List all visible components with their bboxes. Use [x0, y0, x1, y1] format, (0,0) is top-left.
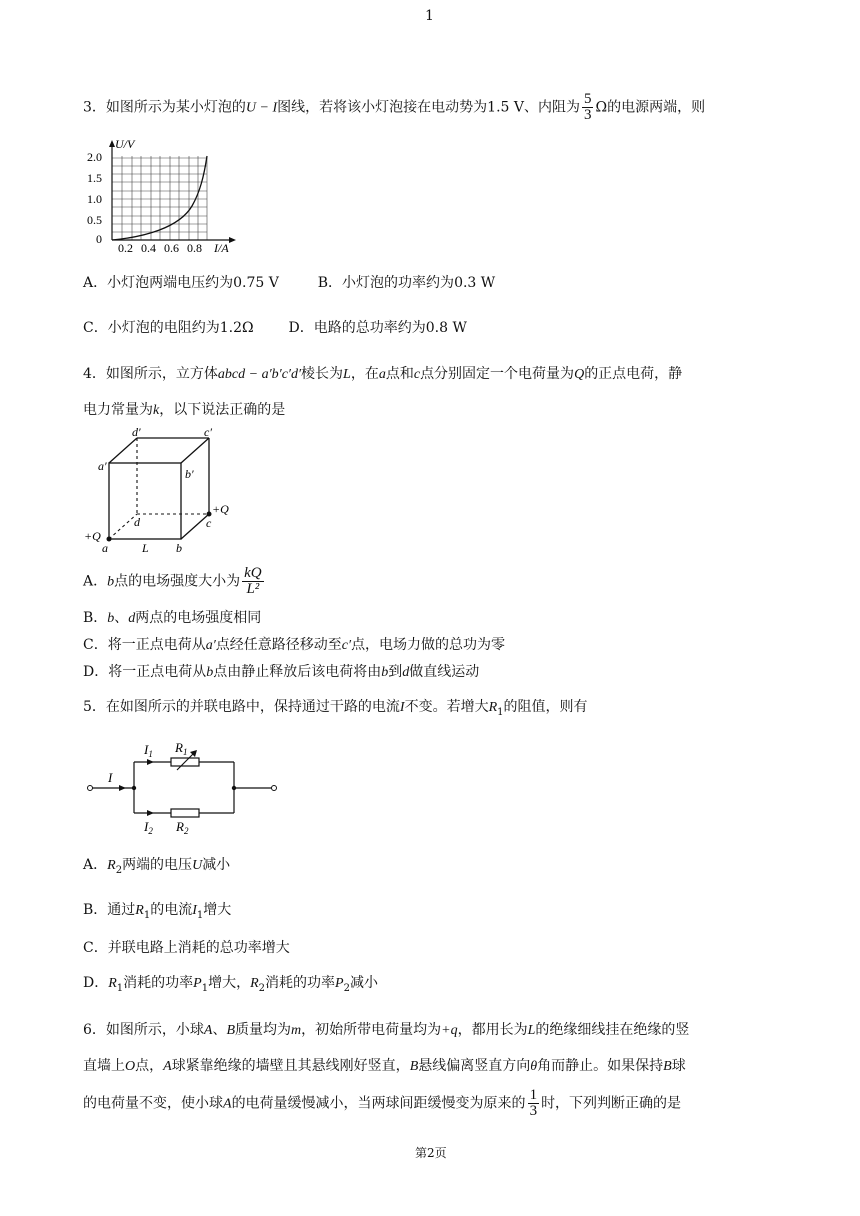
q5-var-p-sub: 1 — [201, 982, 209, 994]
q4-text: 点和 — [385, 366, 414, 382]
q3-r-den: 3 — [583, 107, 592, 123]
q5-var-r-sub: 1 — [497, 706, 504, 718]
page-footer: 第2页 — [415, 1146, 447, 1160]
q5-var-r-sub: 1 — [116, 982, 124, 994]
q5-option-d-label: D． — [83, 975, 109, 991]
q6-text: 角而静止。如果保持 — [537, 1058, 664, 1074]
q4-label-c-prime: c′ — [204, 428, 212, 439]
q5-label-i2-main: I — [144, 819, 149, 834]
q5-option-d-text: 增大， — [208, 975, 251, 991]
q3-ui-graph — [84, 136, 244, 256]
q5-text: 不变。若增大 — [404, 699, 489, 715]
q5-option-a-text: 减小 — [202, 857, 231, 873]
q5-option-b — [83, 900, 231, 926]
q4-label-l: L — [142, 541, 149, 555]
q5-label-r1-main: R — [175, 740, 183, 755]
q6-text: 、 — [212, 1022, 227, 1038]
q6-text: 质量均为 — [235, 1022, 292, 1038]
q3-ui: U − I — [245, 100, 278, 116]
q4-text: ，在 — [350, 366, 379, 382]
q4-var-a-prime: a′ — [205, 638, 216, 653]
q4-frac-num: kQ — [244, 565, 262, 581]
q3-x-axis-label: I/A — [214, 241, 229, 255]
q6-frac-num: 1 — [529, 1087, 538, 1103]
q6-var-l: L — [527, 1023, 536, 1038]
q3-x-tick: 0.6 — [164, 241, 179, 255]
q4-option-c-text: C．将一正点电荷从 — [83, 637, 206, 653]
q5-text: 5．在如图所示的并联电路中，保持通过干路的电流 — [83, 699, 400, 715]
q4-label-a: a — [102, 541, 108, 555]
q6-text: 时，下列判断正确的是 — [541, 1095, 682, 1112]
q4-cube-figure — [84, 428, 244, 556]
q3-graph-grid — [112, 156, 207, 240]
q4-var-q: Q — [574, 367, 585, 382]
q3-r-unit: Ω — [595, 99, 608, 116]
q5-resistor-r2 — [171, 809, 199, 817]
q4-var-a: a — [378, 367, 386, 382]
q5-var-p: P — [193, 976, 202, 991]
q4-text: ，以下说法正确的是 — [159, 402, 286, 418]
q4-option-a-label: A． — [83, 573, 108, 590]
q5-label-i1-sub: 1 — [148, 749, 153, 759]
q5-var-u: U — [192, 858, 203, 873]
q4-label-d-prime: d′ — [132, 428, 141, 439]
q6-var-a: A — [223, 1096, 232, 1112]
q4-option-c — [83, 635, 505, 656]
q4-var-b: b — [381, 665, 389, 680]
q4-cube-edges — [109, 438, 209, 539]
q3-text-post: 的电源两端，则 — [607, 99, 706, 116]
q3-option-d-text: D．电路的总功率约为 — [288, 320, 426, 336]
q3-r-num: 5 — [583, 91, 592, 107]
q4-text: 的正点电荷，静 — [584, 366, 683, 382]
q5-var-r-sub: 2 — [115, 864, 123, 876]
q4-label-b-prime: b′ — [185, 467, 194, 481]
q4-option-b-text: 两点的电场强度相同 — [135, 610, 262, 626]
q6-var-m: m — [291, 1023, 302, 1038]
q6-text: 直墙上 — [83, 1058, 125, 1074]
q3-option-c — [83, 320, 254, 336]
q6-var-b: B — [663, 1059, 672, 1074]
q4-var-d: d — [402, 665, 410, 680]
q6-var-b: B — [226, 1023, 236, 1038]
q4-stem-line-1 — [83, 364, 682, 385]
q4-option-b — [83, 608, 261, 629]
q3-option-row-1 — [83, 273, 495, 293]
q4-label-plus-q-a: +Q — [84, 529, 101, 543]
q5-label-i1-main: I — [144, 742, 149, 757]
q6-text: 球 — [671, 1058, 686, 1074]
q4-option-d-text: D．将一正点电荷从 — [83, 664, 207, 680]
q6-text: 的绝缘细线挂在绝缘的竖 — [535, 1022, 690, 1038]
q5-junction-right — [232, 786, 236, 790]
q5-var-r: R — [250, 976, 259, 991]
q3-stem — [83, 92, 705, 123]
q5-var-r: R — [107, 858, 116, 873]
q5-option-d — [83, 973, 378, 999]
q4-var-k: k — [153, 403, 160, 418]
q5-option-b-text: 的电流 — [150, 902, 193, 918]
q4-label-d: d — [134, 515, 140, 529]
q6-stem-line-3 — [83, 1088, 681, 1119]
q4-option-d-text: 点由静止释放后该电荷将由 — [213, 664, 382, 680]
q5-var-i-sub: 1 — [196, 909, 204, 921]
q5-option-d-text: 消耗的功率 — [265, 975, 336, 991]
q4-option-a-text: 点的电场强度大小为 — [114, 573, 241, 590]
q5-current-arrows — [119, 759, 154, 816]
q5-label-r2-sub: 2 — [183, 826, 189, 836]
q3-option-c-text: C．小灯泡的电阻约为 — [83, 320, 220, 336]
q6-stem-line-1 — [83, 1020, 689, 1041]
q5-var-r-sub: 2 — [258, 982, 266, 994]
q6-text: 悬线偏离竖直方向 — [418, 1058, 531, 1074]
q4-var-d: d — [128, 611, 136, 626]
q5-option-d-text: 减小 — [349, 975, 378, 991]
q3-option-row-2 — [83, 318, 467, 338]
q5-terminal-right — [272, 786, 277, 791]
q3-y-tick: 2.0 — [87, 150, 102, 164]
q4-option-a-fraction — [242, 566, 264, 597]
q3-graph-axis-arrows — [109, 140, 236, 243]
q4-label-b: b — [176, 541, 182, 555]
q5-option-b-text: B．通过 — [83, 902, 136, 918]
q3-text-mid2: 、内阻为 — [523, 99, 580, 116]
page-number-header: 1 — [425, 8, 434, 24]
q3-y-tick: 0.5 — [87, 213, 102, 227]
q5-option-c-text: C．并联电路上消耗的总功率增大 — [83, 940, 290, 956]
q3-option-a-text: A．小灯泡两端电压约为 — [83, 275, 234, 291]
q6-text: ，都用长为 — [457, 1022, 528, 1038]
q4-var-c: c — [413, 367, 421, 382]
q3-y-tick: 1.0 — [87, 192, 102, 206]
q5-junction-left — [132, 786, 136, 790]
q5-text: 的阻值，则有 — [503, 699, 588, 715]
q4-text: 4．如图所示，立方体 — [83, 366, 218, 382]
q3-option-d-value: 0.8 W — [425, 320, 467, 336]
q4-label-a-prime: a′ — [98, 459, 107, 473]
q3-option-c-value: 1.2Ω — [219, 320, 254, 336]
q4-option-d-text: 到 — [388, 664, 403, 680]
q3-option-d — [289, 320, 467, 336]
q6-frac-den: 3 — [529, 1103, 538, 1119]
q3-x-tick: 0.8 — [187, 241, 202, 255]
q3-option-b-text: B．小灯泡的功率约为 — [317, 275, 455, 291]
q3-text-mid1: 图线，若将该小灯泡接在电动势为 — [277, 99, 488, 116]
q5-var-r: R — [488, 700, 498, 715]
q5-option-b-text: 增大 — [203, 902, 232, 918]
q6-text: 6．如图所示，小球 — [83, 1022, 204, 1038]
q4-stem-line-2 — [83, 400, 285, 421]
q4-frac-den: L² — [246, 581, 260, 597]
q4-var-b: b — [206, 665, 214, 680]
q6-fraction — [528, 1088, 540, 1119]
q3-resistance-fraction — [582, 92, 594, 123]
q6-stem-line-2 — [83, 1056, 686, 1077]
q5-terminal-left — [88, 786, 93, 791]
q6-var-b: B — [409, 1059, 419, 1074]
q6-var-a: A — [163, 1059, 172, 1074]
q4-cube-hidden-edges — [109, 438, 209, 539]
q5-var-p: P — [335, 976, 344, 991]
q6-text: 球紧靠绝缘的墙壁且其悬线刚好竖直， — [171, 1058, 410, 1074]
q4-text: 电力常量为 — [83, 402, 153, 418]
q4-var-l: L — [343, 367, 351, 382]
q5-stem — [83, 697, 588, 723]
q3-text-pre: 3．如图所示为某小灯泡的 — [83, 99, 246, 116]
q3-y-tick: 0 — [96, 232, 102, 246]
q3-ui-curve — [112, 156, 207, 240]
q5-var-r: R — [108, 976, 117, 991]
q4-option-c-text: 点经任意路径移动至 — [215, 637, 342, 653]
q6-var-theta: θ — [530, 1059, 538, 1074]
q5-var-p-sub: 2 — [343, 982, 350, 994]
q5-label-i2-sub: 2 — [148, 826, 153, 836]
q4-option-d-text: 做直线运动 — [409, 664, 480, 680]
q3-y-axis-label: U/V — [115, 137, 135, 151]
q3-option-a-value: 0.75 V — [233, 275, 279, 291]
q4-text: 点分别固定一个电荷量为 — [420, 366, 575, 382]
q3-y-tick: 1.5 — [87, 171, 102, 185]
q5-label-r2-main: R — [176, 819, 184, 834]
q5-option-a-label: A． — [83, 857, 108, 873]
q5-var-i: I — [192, 903, 197, 918]
q4-sep: 、 — [114, 610, 129, 626]
q6-text: 点， — [135, 1058, 164, 1074]
q6-var-q: +q — [441, 1023, 458, 1038]
q5-option-a — [83, 855, 230, 881]
q5-option-a-text: 两端的电压 — [122, 857, 193, 873]
q5-label-r1 — [174, 740, 187, 757]
q4-option-d — [83, 662, 479, 683]
q3-option-b — [318, 275, 495, 291]
q4-option-b-label: B． — [83, 610, 108, 626]
q5-var-r: R — [135, 903, 144, 918]
q5-label-i1 — [143, 742, 153, 759]
q4-label-c: c — [206, 516, 212, 530]
q3-x-tick: 0.2 — [118, 241, 133, 255]
q5-var-i: I — [399, 700, 405, 715]
q5-option-d-text: 消耗的功率 — [123, 975, 194, 991]
q3-emf: 1.5 V — [487, 99, 524, 116]
q4-var-b: b — [107, 611, 115, 626]
q5-option-c — [83, 938, 290, 958]
q6-var-o: O — [125, 1059, 136, 1074]
q4-var-b: b — [107, 574, 115, 590]
q5-label-r2 — [175, 819, 189, 836]
q6-var-a: A — [203, 1023, 213, 1038]
q4-option-c-text: 点，电场力做的总功为零 — [351, 637, 506, 653]
q5-label-i2 — [143, 819, 153, 836]
q3-option-a — [83, 275, 279, 291]
q4-var-c-prime: c′ — [341, 638, 352, 653]
q3-option-b-value: 0.3 W — [454, 275, 496, 291]
q5-label-i: I — [108, 770, 113, 785]
q4-label-plus-q-c: +Q — [212, 502, 229, 516]
q6-text: 的电荷量缓慢减小，当两球间距缓慢变为原来的 — [231, 1095, 526, 1112]
q4-text: 棱长为 — [301, 366, 344, 382]
q3-x-tick: 0.4 — [141, 241, 156, 255]
q6-text: ，初始所带电荷量均为 — [301, 1022, 442, 1038]
q5-label-r1-sub: 1 — [182, 747, 188, 757]
q6-text: 的电荷量不变，使小球 — [83, 1095, 223, 1112]
q5-circuit-figure — [84, 736, 284, 836]
q4-option-a — [83, 566, 266, 597]
q4-cube-label: abcd − a′b′c′d′ — [217, 367, 302, 382]
q5-var-r-sub: 1 — [143, 909, 151, 921]
